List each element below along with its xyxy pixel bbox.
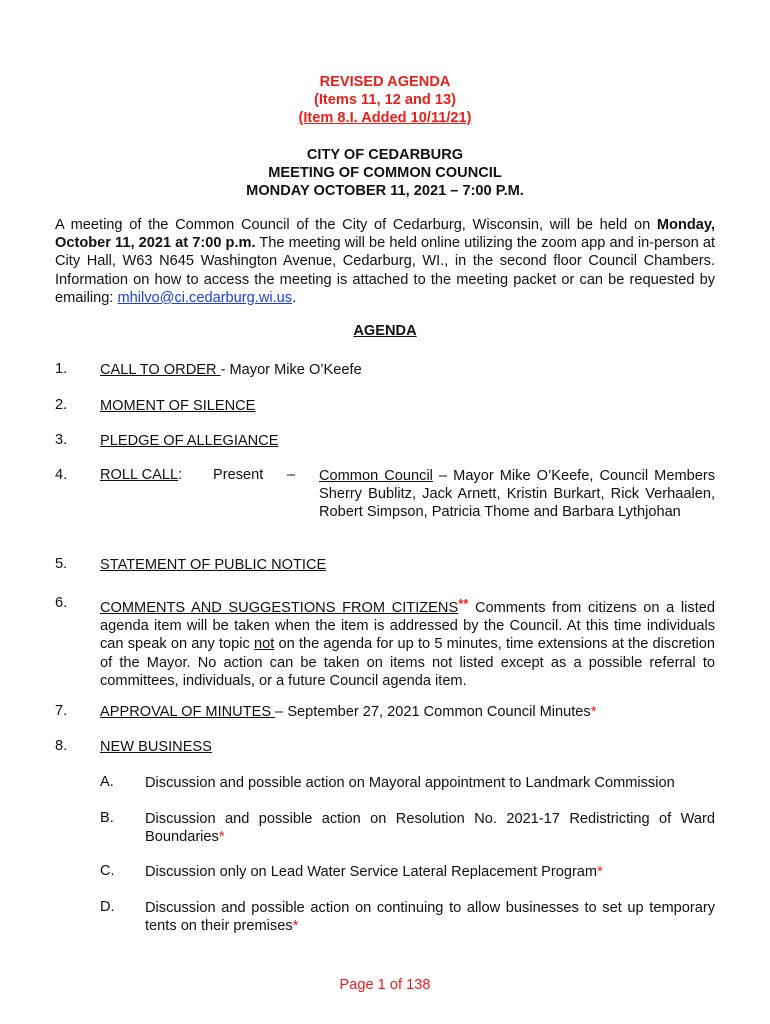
sub-item-d-letter: D. <box>100 899 115 915</box>
intro-meeting-date: Monday, October 11, 2021 at 7:00 p.m. <box>55 217 715 252</box>
document-title <box>0 146 770 200</box>
title-line-1: CITY OF CEDARBURG <box>306 147 464 163</box>
sub-item-c-star: * <box>597 864 603 880</box>
item-8-label: NEW BUSINESS <box>100 739 212 755</box>
item-1-label: CALL TO ORDER <box>100 362 221 378</box>
intro-text-b: The meeting will be held online utilizing the zoom app and in-person at City Hall, W63 N645 Washington Avenue, Cedarburg, WI., in the second floor Council Chambers. Information on how to access the meeting is attached to the meeting packet or can be requested by emailing: <box>55 235 715 306</box>
title-line-2: MEETING OF COMMON COUNCIL <box>268 165 502 181</box>
item-7-number: 7. <box>55 703 68 719</box>
item-2-number: 2. <box>55 397 68 413</box>
item-7-star: * <box>590 704 597 720</box>
agenda-heading: AGENDA <box>353 323 417 339</box>
sub-item-a-letter: A. <box>100 774 114 790</box>
intro-text-c: . <box>292 289 297 306</box>
item-4-colon: : <box>178 467 183 483</box>
sub-item-c <box>145 863 715 881</box>
contact-email-link[interactable]: mhilvo@ci.cedarburg.wi.us <box>117 289 293 306</box>
sub-item-b-letter: B. <box>100 810 114 826</box>
item-6-label: COMMENTS AND SUGGESTIONS FROM CITIZENS <box>100 600 459 616</box>
item-2-label: MOMENT OF SILENCE <box>100 398 256 414</box>
item-6-not: not <box>254 636 275 653</box>
item-7 <box>100 703 715 721</box>
item-1 <box>100 361 715 379</box>
sub-item-b-text: Discussion and possible action on Resolution No. 2021-17 Redistricting of Ward Boundaries <box>145 811 715 846</box>
revised-line-2: (Items 11, 12 and 13) <box>314 92 456 108</box>
item-6-number: 6. <box>55 595 68 611</box>
item-7-rest: – September 27, 2021 Common Council Minutes <box>275 704 591 720</box>
revised-line-3: (Item 8.I. Added 10/11/21) <box>298 110 472 126</box>
item-3-label: PLEDGE OF ALLEGIANCE <box>100 433 279 449</box>
sub-item-c-text: Discussion only on Lead Water Service Lateral Replacement Program <box>145 864 598 880</box>
intro-text-a: A meeting of the Common Council of the City of Cedarburg, Wisconsin, will be held on <box>55 217 657 233</box>
item-4-members-label: Common Council <box>319 468 433 484</box>
sub-item-a-text: Discussion and possible action on Mayoral appointment to Landmark Commission <box>145 775 675 791</box>
sub-item-d-text: Discussion and possible action on continuing to allow businesses to set up temporary tents on their premises <box>145 900 715 935</box>
item-4-members-list: – Mayor Mike O’Keefe, Council Members Sherry Bublitz, Jack Arnett, Kristin Burkart, Rick Verhaalen, Robert Simpson, Patricia Thome and Barbara Lythjohan <box>319 468 716 521</box>
item-6-stars: ** <box>458 596 469 611</box>
item-6-text-b: on the agenda for up to 5 minutes, time extensions at the discretion of the Mayor. No action can be taken on items not listed except as a possible referral to committees, individuals, or a future Council agenda item. <box>100 636 715 689</box>
item-4-present: Present <box>213 467 264 483</box>
title-line-3: MONDAY OCTOBER 11, 2021 – 7:00 P.M. <box>246 183 524 199</box>
item-4-roll-call <box>100 467 182 483</box>
item-4-number: 4. <box>55 467 68 483</box>
sub-item-c-letter: C. <box>100 863 115 879</box>
item-8-number: 8. <box>55 738 68 754</box>
item-6 <box>100 595 715 690</box>
item-3-number: 3. <box>55 432 68 448</box>
revised-line-1: REVISED AGENDA <box>319 74 451 90</box>
item-5-number: 5. <box>55 556 68 572</box>
sub-item-b-star: * <box>218 829 225 846</box>
item-4-members <box>319 467 715 522</box>
item-4-label: ROLL CALL <box>100 467 179 483</box>
item-1-rest: - Mayor Mike O’Keefe <box>220 362 362 378</box>
item-6-text-a: Comments from citizens on a listed agenda item will be taken when the item is addressed by the Council. At this time individuals can speak on any topic <box>100 600 715 653</box>
sub-item-d <box>145 899 715 935</box>
item-7-label: APPROVAL OF MINUTES <box>100 704 276 720</box>
item-4-dash: – <box>287 467 296 483</box>
item-1-number: 1. <box>55 361 68 377</box>
intro-paragraph <box>55 216 715 307</box>
page-number: Page 1 of 138 <box>339 977 431 993</box>
sub-item-d-star: * <box>292 918 299 935</box>
item-5-label: STATEMENT OF PUBLIC NOTICE <box>100 557 327 573</box>
revised-notice <box>0 73 770 127</box>
sub-item-b <box>145 810 715 846</box>
